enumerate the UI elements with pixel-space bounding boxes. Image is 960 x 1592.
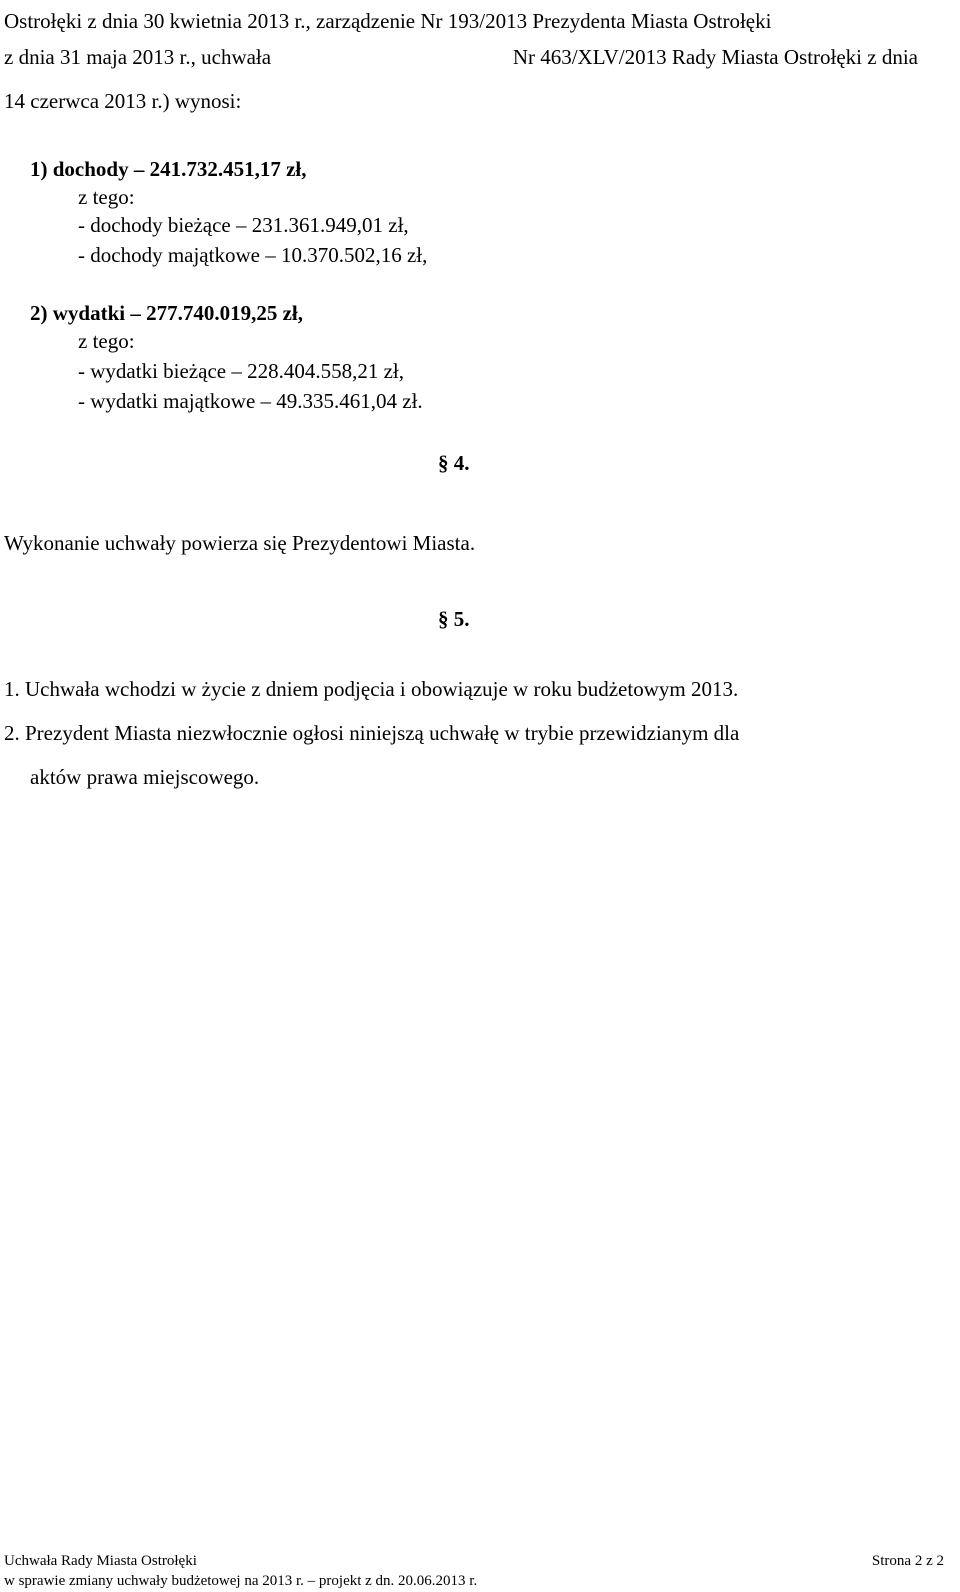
intro-line-2-left: z dnia 31 maja 2013 r., uchwała xyxy=(4,45,272,69)
section-4-heading: § 4. xyxy=(438,451,470,475)
section-4-text: Wykonanie uchwały powierza się Prezydentowi Miasta. xyxy=(4,531,476,555)
intro-line-2-right: Nr 463/XLV/2013 Rady Miasta Ostrołęki z dnia xyxy=(512,45,918,69)
income-current: - dochody bieżące – 231.361.949,01 zł, xyxy=(78,213,409,237)
footer-page-number: Strona 2 z 2 xyxy=(871,1553,944,1569)
intro-line-1 xyxy=(4,8,918,34)
income-of-which: z tego: xyxy=(78,185,135,209)
expenses-current: - wydatki bieżące – 228.404.558,21 zł, xyxy=(78,359,404,383)
expenses-heading: 2) wydatki – 277.740.019,25 zł, xyxy=(30,301,303,325)
section-5-item-2-line-1: 2. Prezydent Miasta niezwłocznie ogłosi niniejszą uchwałę w trybie przewidzianym dla xyxy=(4,721,740,745)
income-capital: - dochody majątkowe – 10.370.502,16 zł, xyxy=(78,243,428,267)
footer-left-line-1: Uchwała Rady Miasta Ostrołęki xyxy=(4,1553,197,1569)
income-heading: 1) dochody – 241.732.451,17 zł, xyxy=(30,157,307,181)
expenses-capital: - wydatki majątkowe – 49.335.461,04 zł. xyxy=(78,389,423,413)
intro-line-2 xyxy=(4,44,918,70)
section-5-item-2-line-2: aktów prawa miejscowego. xyxy=(30,765,260,789)
intro-line-1-text: Ostrołęki z dnia 30 kwietnia 2013 r., zarządzenie Nr 193/2013 Prezydenta Miasta Ostrołęki xyxy=(4,9,772,33)
section-5-item-1: 1. Uchwała wchodzi w życie z dniem podjęcia i obowiązuje w roku budżetowym 2013. xyxy=(4,677,739,701)
footer-left-line-2: w sprawie zmiany uchwały budżetowej na 2013 r. – projekt z dn. 20.06.2013 r. xyxy=(4,1573,478,1589)
expenses-of-which: z tego: xyxy=(78,329,135,353)
section-5-heading: § 5. xyxy=(438,607,470,631)
intro-line-3: 14 czerwca 2013 r.) wynosi: xyxy=(4,89,242,113)
